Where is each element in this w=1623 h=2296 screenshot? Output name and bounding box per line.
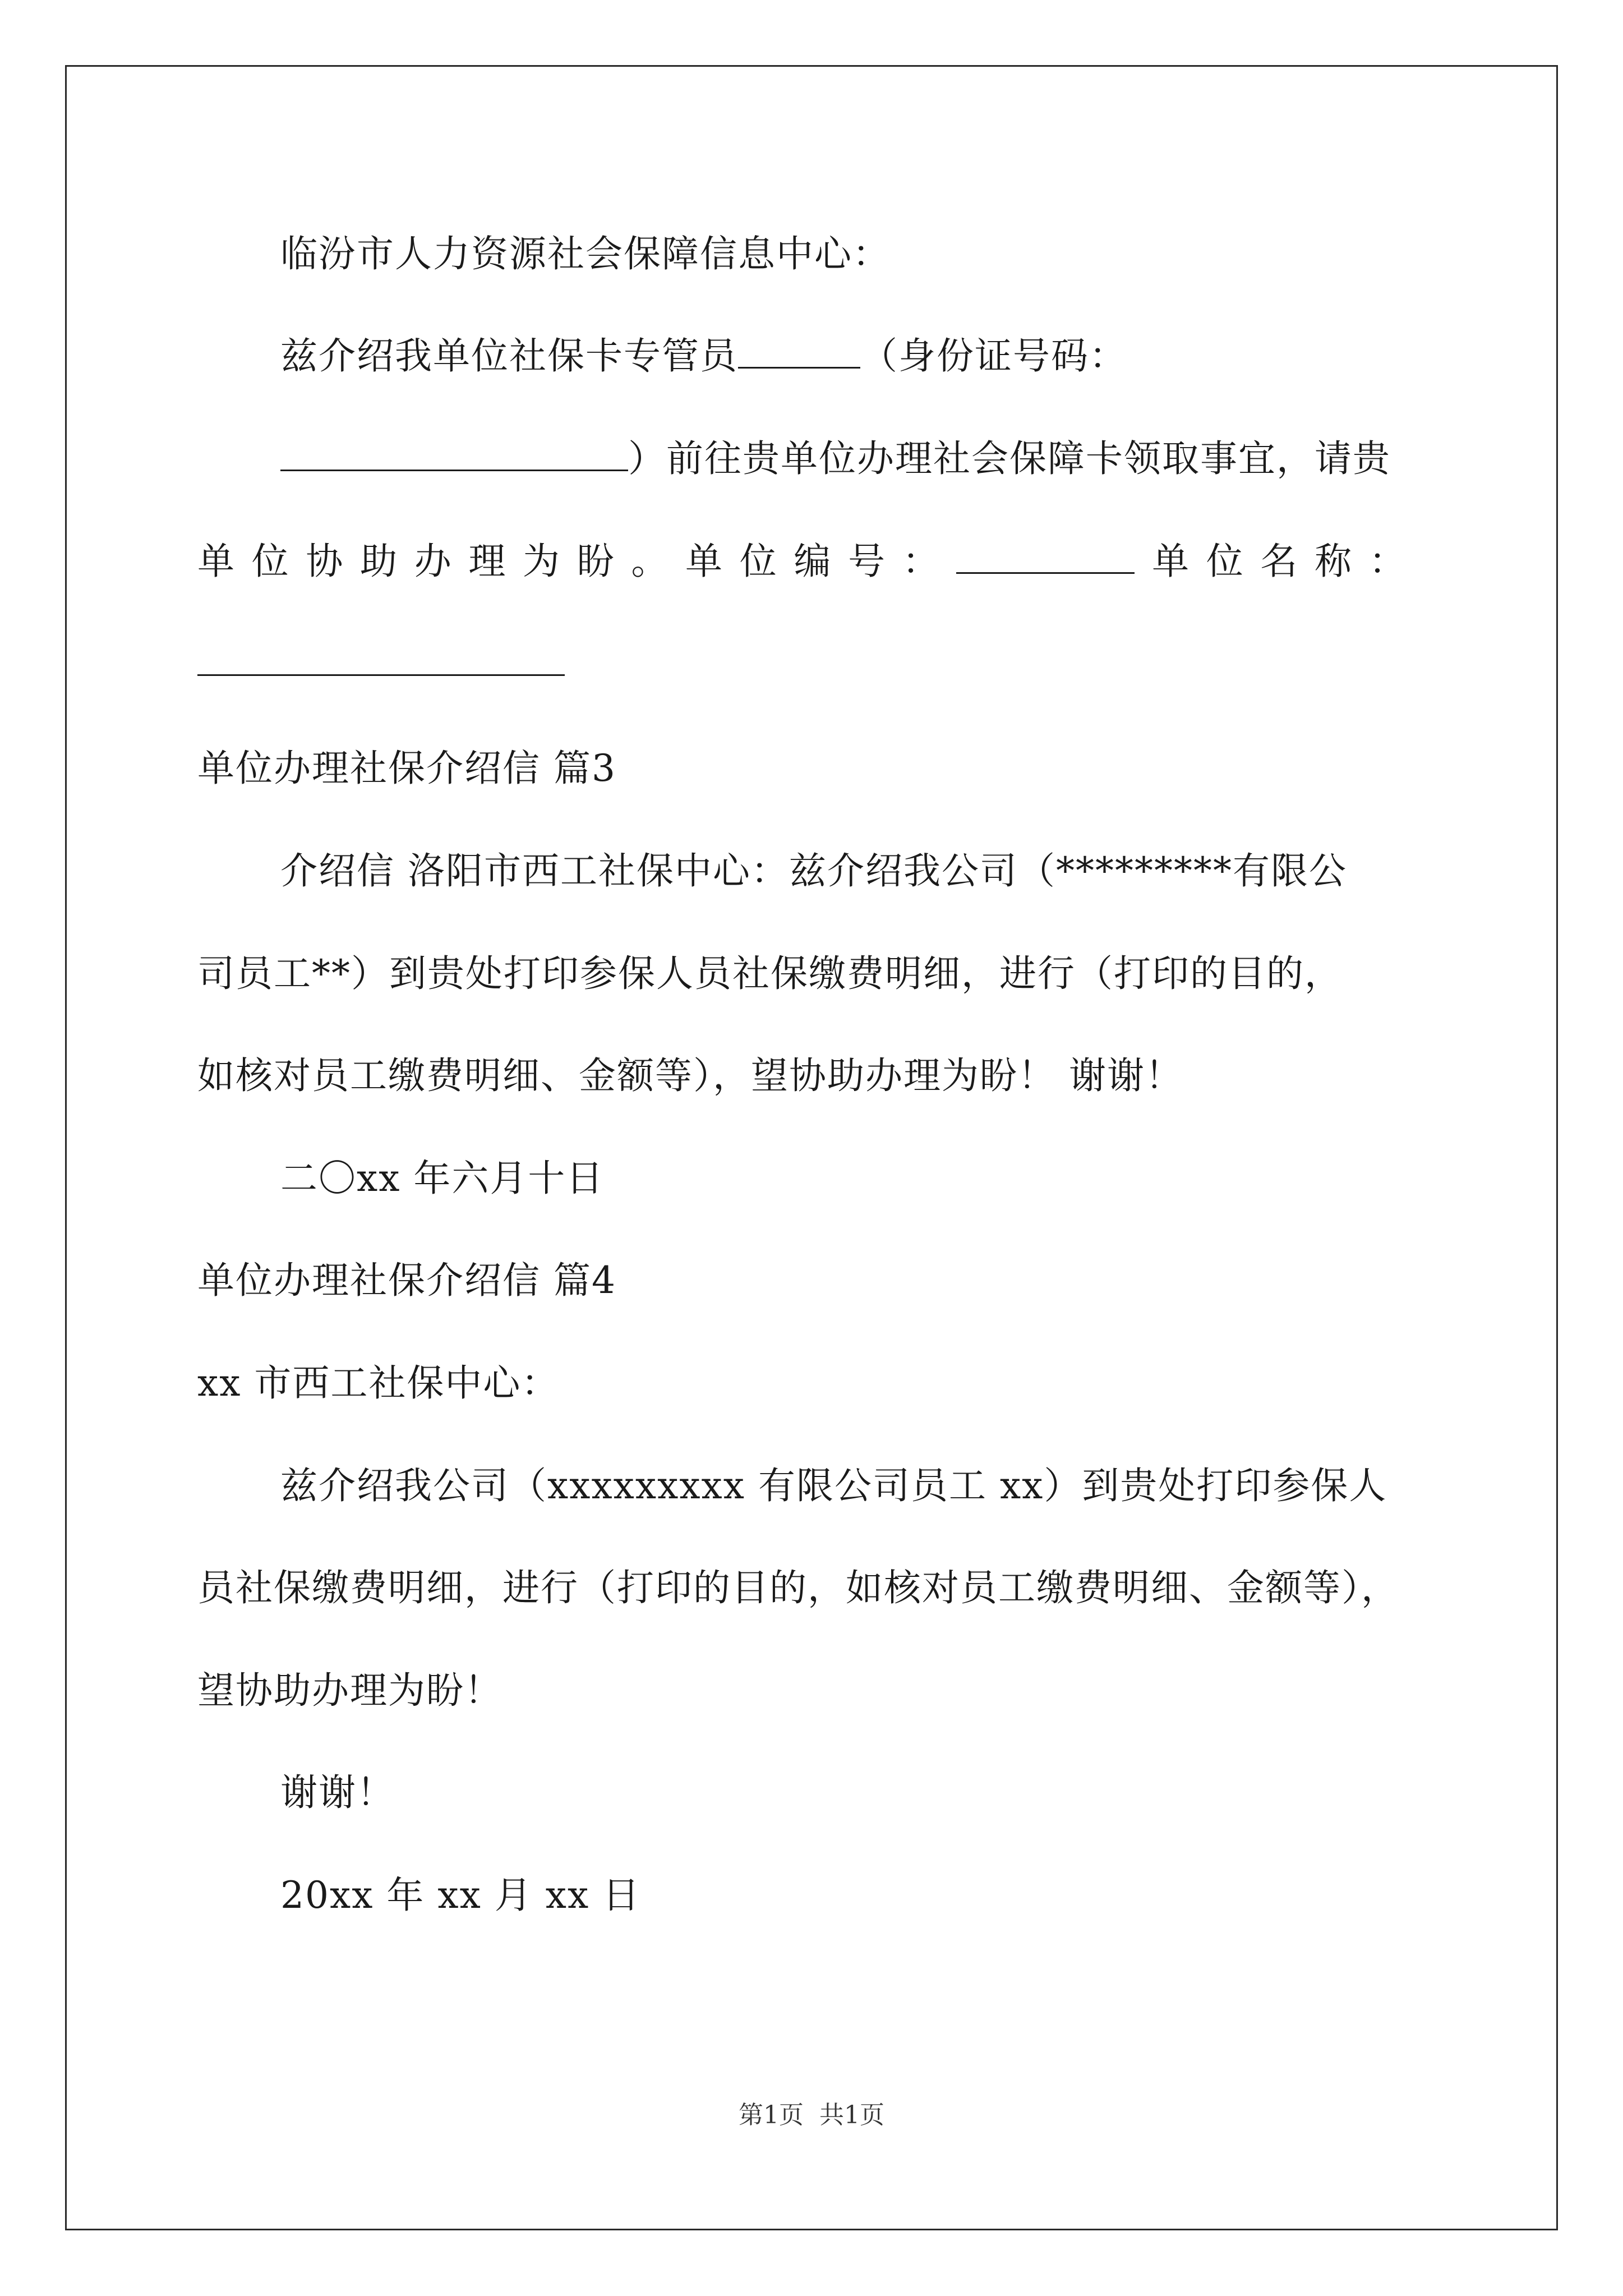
letter4-thanks: 谢谢！ [280,1771,395,1814]
letter4-recipient: xx 市西工社保中心： [197,1361,560,1405]
recipient-line: 临汾市人力资源社会保障信息中心： [280,232,891,275]
unit-number-blank [956,543,1135,574]
letter3-line1: 介绍信 洛阳市西工社保中心：兹介绍我公司（*********有限公 [280,849,1347,892]
unit-name-blank [197,645,565,676]
char: 协 [306,540,343,583]
char: ： [1368,540,1406,583]
id-line [280,437,1391,480]
letter4-line1: 兹介绍我公司（xxxxxxxxx 有限公司员工 xx）到贵处打印参保人 [280,1464,1387,1507]
page-total: 共1页 [819,2101,884,2129]
char: 名 [1260,540,1298,583]
id-label: （身份证号码： [860,334,1127,378]
char: 单 [1152,540,1189,583]
char: 单 [685,540,723,583]
name-blank [738,338,860,369]
char: 号 [848,540,886,583]
intro-line [280,334,1127,378]
char: 位 [1206,540,1243,583]
char: 办 [414,540,451,583]
id-blank [280,440,628,471]
letter4-line2: 员社保缴费明细，进行（打印的目的，如核对员工缴费明细、金额等）， [197,1566,1399,1609]
char: ： [902,540,939,583]
char: 助 [360,540,398,583]
unit-name-line [197,645,565,682]
letter3-line3: 如核对员工缴费明细、金额等），望协助办理为盼！ 谢谢！ [197,1054,1183,1097]
purpose-text: ）前往贵单位办理社会保障卡领取事宜，请贵 [628,437,1391,480]
intro-text: 兹介绍我单位社保卡专管员 [280,334,738,378]
char: 理 [468,540,506,583]
letter4-line3: 望协助办理为盼！ [197,1669,502,1712]
char: 为 [523,540,560,583]
section-heading-4: 单位办理社保介绍信 篇4 [197,1259,616,1302]
char: 编 [794,540,831,583]
char: 称 [1315,540,1352,583]
page-number: 第1页 [739,2101,804,2129]
char: 单 [197,540,234,583]
page-footer [0,2095,1623,2131]
section-heading-3: 单位办理社保介绍信 篇3 [197,747,616,790]
unit-info-line [197,540,1406,583]
char: 。 [631,540,668,583]
char: 盼 [577,540,614,583]
char: 位 [251,540,289,583]
char: 位 [739,540,777,583]
letter4-date: 20xx 年 xx 月 xx 日 [280,1874,641,1917]
letter3-date: 二〇xx 年六月十日 [280,1157,605,1200]
letter3-line2: 司员工**）到贵处打印参保人员社保缴费明细，进行（打印的目的， [197,952,1343,995]
